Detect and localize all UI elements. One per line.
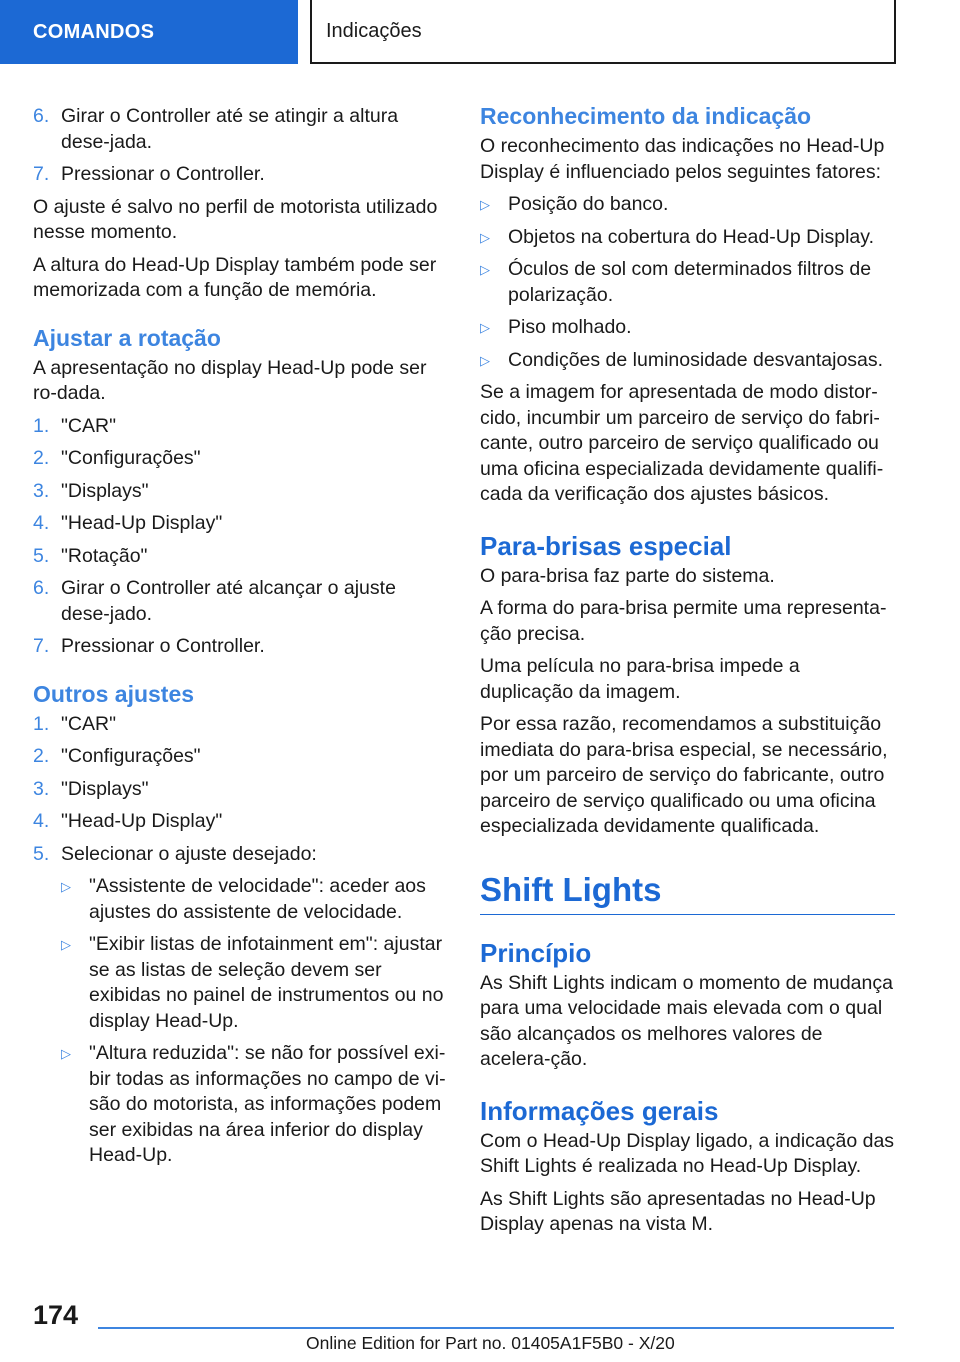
bullet-text: "Exibir listas de infotainment em": ajustar se as listas de seleção devem ser exibidas no painel de instrumentos ou no display Head-Up. [89, 933, 444, 1032]
paragraph: As Shift Lights são apresentadas no Head-Up Display apenas na vista M. [480, 1187, 876, 1235]
step-text: Girar o Controller até se atingir a altura dese-jada. [61, 105, 399, 153]
left-column [33, 104, 447, 1176]
bullet-item [61, 1041, 447, 1169]
bullet-text: Condições de luminosidade desvantajosas. [508, 348, 884, 371]
heading-other-settings: Outros ajustes [33, 680, 195, 707]
footer-edition: Online Edition for Part no. 01405A1F5B0 - X/20 [306, 1333, 675, 1353]
step-text: "Head-Up Display" [61, 810, 223, 832]
paragraph: A apresentação no display Head-Up pode ser ro-dada. [33, 356, 427, 404]
bullet-text: Posição do banco. [508, 193, 669, 215]
numbered-step [33, 777, 447, 803]
step-number: 3. [33, 777, 50, 800]
step-number: 6. [33, 105, 50, 127]
step-text: "CAR" [61, 414, 117, 437]
numbered-step [33, 712, 447, 738]
step-number: 6. [33, 577, 50, 599]
other-steps-list [33, 712, 447, 868]
triangle-bullet-icon: ▷ [61, 1046, 71, 1061]
paragraph: Com o Head-Up Display ligado, a indicação das Shift Lights é realizada no Head-Up Display. [480, 1129, 895, 1177]
step-text: "Displays" [61, 479, 149, 502]
numbered-step [33, 809, 447, 835]
bullet-item [480, 315, 895, 341]
bullet-text: "Assistente de velocidade": aceder aos ajustes do assistente de velocidade. [89, 875, 426, 923]
triangle-bullet-icon: ▷ [480, 229, 490, 245]
heading-principle: Princípio [480, 937, 592, 968]
heading-general-info: Informações gerais [480, 1095, 719, 1126]
bullet-text: Objetos na cobertura do Head-Up Display. [508, 225, 874, 248]
step-text: "CAR" [61, 712, 117, 735]
triangle-bullet-icon: ▷ [480, 352, 490, 368]
paragraph: O reconhecimento das indicações no Head-Up Display é influenciado pelos seguintes fatores: [480, 135, 885, 183]
heading-rotation: Ajustar a rotação [33, 324, 221, 351]
recognition-bullets-list [480, 192, 895, 373]
bullet-item [480, 192, 895, 218]
triangle-bullet-icon: ▷ [61, 937, 71, 952]
numbered-step [33, 414, 447, 440]
numbered-step [33, 446, 447, 472]
step-text: "Rotação" [61, 544, 148, 567]
step-text: Girar o Controller até alcançar o ajuste dese-jado. [61, 577, 396, 625]
footer-rule [98, 1327, 894, 1329]
step-number: 4. [33, 512, 50, 534]
paragraph: Se a imagem for apresentada de modo distor-cido, incumbir um parceiro de serviço do fabri-cante, outro parceiro de serviço qualificado ou uma oficina especializada devidamente qualifi-cada da verificação dos ajustes básicos. [480, 381, 884, 505]
step-number: 1. [33, 414, 50, 437]
paragraph: A forma do para-brisa permite uma representa-ção precisa. [480, 597, 887, 645]
triangle-bullet-icon: ▷ [480, 320, 490, 335]
page-header [0, 0, 960, 66]
paragraph: O para-brisa faz parte do sistema. [480, 564, 775, 587]
heading-recognition: Reconhecimento da indicação [480, 103, 812, 129]
paragraph: As Shift Lights indicam o momento de mudança para uma velocidade mais elevada com o qual são alcançados os melhores valores de acelera-ção. [480, 971, 893, 1070]
step-text: Selecionar o ajuste desejado: [61, 842, 317, 865]
steps-top-list [33, 104, 447, 188]
step-number: 3. [33, 479, 50, 502]
heading-windshield: Para-brisas especial [480, 530, 732, 561]
numbered-step [33, 162, 447, 188]
paragraph: O ajuste é salvo no perfil de motorista utilizado nesse momento. [33, 195, 438, 243]
step-text: Pressionar o Controller. [61, 635, 265, 657]
numbered-step [33, 634, 447, 660]
paragraph: A altura do Head-Up Display também pode ser memorizada com a função de memória. [33, 253, 437, 301]
triangle-bullet-icon: ▷ [61, 879, 71, 894]
bullet-text: Óculos de sol com determinados filtros de polarização. [508, 258, 872, 306]
bullet-item [61, 874, 447, 925]
step-number: 5. [33, 544, 50, 567]
bullet-text: Piso molhado. [508, 316, 632, 338]
step-text: "Head-Up Display" [61, 512, 223, 534]
numbered-step [33, 544, 447, 570]
other-bullets-list [33, 874, 447, 1169]
section-tab: COMANDOS [0, 0, 298, 64]
rotation-steps-list [33, 414, 447, 660]
chapter-title-shift-lights: Shift Lights [480, 870, 895, 915]
page-number: 174 [33, 1300, 79, 1330]
bullet-text: "Altura reduzida": se não for possível exi-bir todas as informações no campo de vi-são do motorista, as informações podem ser exibidas na área inferior do display Head-Up. [89, 1042, 446, 1166]
bullet-item [480, 257, 895, 308]
bullet-item [480, 348, 895, 374]
step-text: "Configurações" [61, 447, 201, 469]
step-text: "Displays" [61, 777, 149, 800]
triangle-bullet-icon: ▷ [480, 262, 490, 277]
numbered-step [33, 744, 447, 770]
paragraph: Uma película no para-brisa impede a duplicação da imagem. [480, 655, 800, 703]
step-number: 1. [33, 712, 50, 735]
triangle-bullet-icon: ▷ [480, 197, 490, 212]
step-number: 5. [33, 842, 50, 865]
step-number: 2. [33, 745, 50, 767]
step-text: Pressionar o Controller. [61, 163, 265, 185]
numbered-step [33, 576, 447, 627]
bullet-item [480, 225, 895, 251]
step-number: 4. [33, 810, 50, 832]
right-column [480, 102, 895, 1245]
info-paragraphs [480, 1129, 895, 1238]
bullet-item [61, 932, 447, 1034]
step-number: 7. [33, 163, 50, 185]
numbered-step [33, 511, 447, 537]
numbered-step [33, 479, 447, 505]
paragraph: Por essa razão, recomendamos a substituição imediata do para-brisa especial, se necessário, por um parceiro de serviço do fabricante, outro parceiro de serviço qualificado ou uma oficina especializada devidamente qualificada. [480, 713, 888, 837]
chapter-tab: Indicações [310, 0, 896, 64]
numbered-step [33, 104, 447, 155]
step-text: "Configurações" [61, 745, 201, 767]
step-number: 7. [33, 635, 50, 657]
numbered-step [33, 842, 447, 868]
windshield-paragraphs [480, 564, 895, 840]
step-number: 2. [33, 447, 50, 469]
